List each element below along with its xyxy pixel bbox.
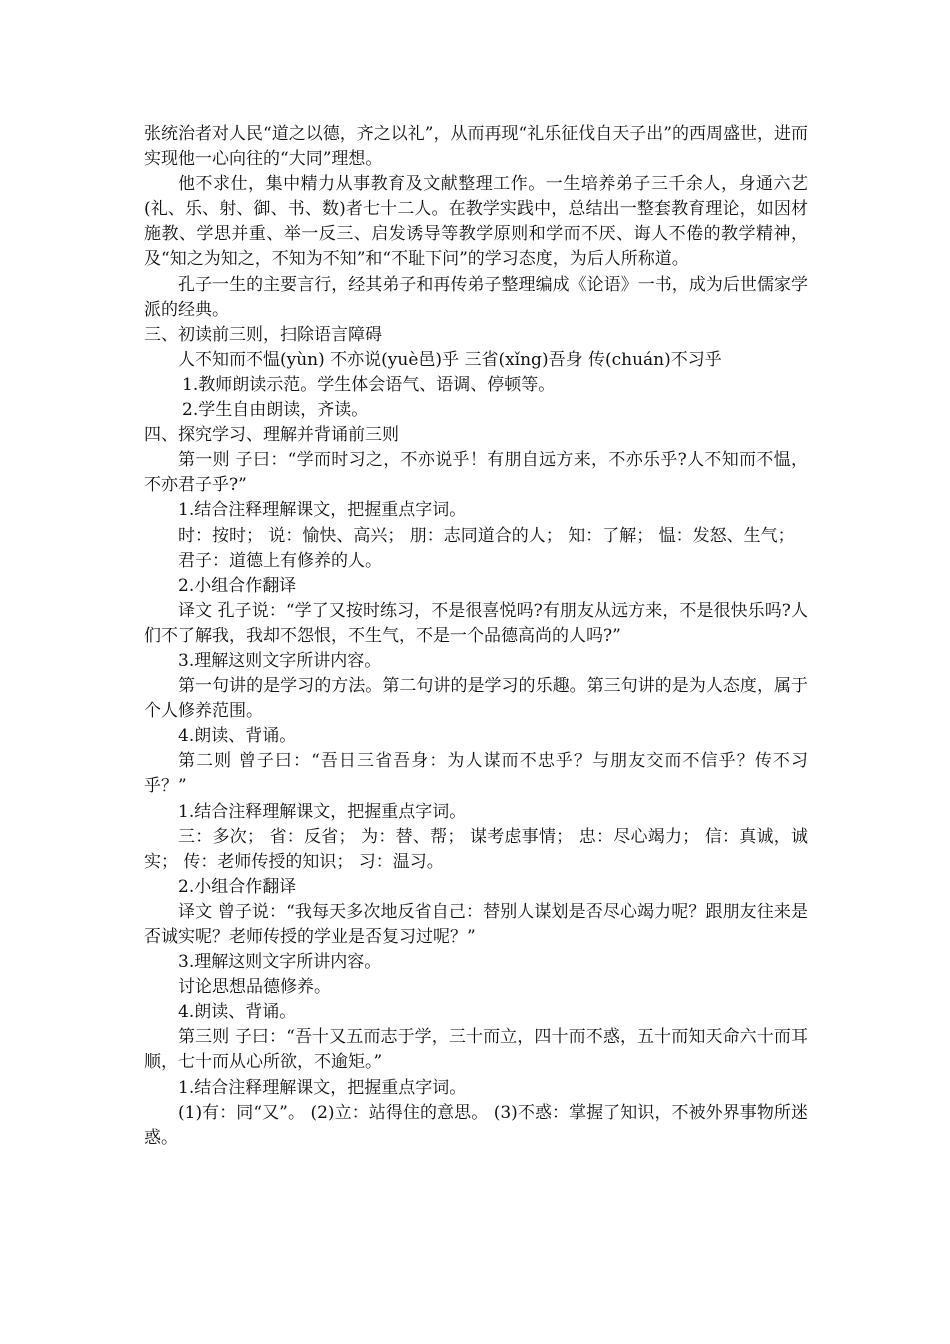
passage-2-translation: 译文 曾子说：“我每天多次地反省自己：替别人谋划是否尽心竭力呢？跟朋友往来是否诚实呢？老师传授的学业是否复习过呢？” bbox=[144, 901, 808, 947]
paragraph-intro-continued: 张统治者对人民“道之以德，齐之以礼”，从而再现“礼乐征伐自天子出”的西周盛世，进而实现他一心向往的“大同”理想。 bbox=[144, 124, 808, 170]
section-heading-3: 三、初读前三则，扫除语言障碍 bbox=[144, 324, 382, 345]
passage-1-analysis: 第一句讲的是学习的方法。第二句讲的是学习的乐趣。第三句讲的是为人态度，属于个人修养范围。 bbox=[144, 676, 808, 722]
passage-3-vocabulary: (1)有：同“又”。 (2)立：站得住的意思。 (3)不惑：掌握了知识，不被外界事物所迷惑。 bbox=[144, 1102, 808, 1148]
passage-2-step-4: 4.朗读、背诵。 bbox=[178, 1002, 297, 1023]
passage-2-text: 第二则 曾子曰：“吾日三省吾身：为人谋而不忠乎？与朋友交而不信乎？传不习乎？” bbox=[144, 751, 808, 797]
section-heading-4: 四、探究学习、理解并背诵前三则 bbox=[144, 425, 399, 446]
step-teacher-reading: 1.教师朗读示范。学生体会语气、语调、停顿等。 bbox=[182, 374, 556, 395]
passage-3-text: 第三则 子曰：“吾十又五而志于学，三十而立，四十而不惑，五十而知天命六十而耳顺，七十而从心所欲，不逾矩。” bbox=[144, 1027, 808, 1073]
passage-1-step-4: 4.朗读、背诵。 bbox=[178, 726, 297, 747]
passage-1-step-2: 2.小组合作翻译 bbox=[178, 575, 297, 596]
passage-2-step-2: 2.小组合作翻译 bbox=[178, 876, 297, 897]
passage-1-step-3: 3.理解这则文字所讲内容。 bbox=[178, 650, 382, 671]
passage-2-step-1: 1.结合注释理解课文，把握重点字词。 bbox=[178, 801, 467, 822]
pronunciation-list: 人不知而不愠(yùn) 不亦说(yuè邑)乎 三省(xǐng)吾身 传(chuán)不习乎 bbox=[178, 349, 722, 370]
passage-2-discussion: 讨论思想品德修养。 bbox=[178, 977, 331, 998]
passage-1-translation: 译文 孔子说：“学了又按时练习，不是很喜悦吗?有朋友从远方来，不是很快乐吗?人们不了解我，我却不怨恨，不生气，不是一个品德高尚的人吗?” bbox=[144, 600, 808, 646]
document-body bbox=[144, 122, 808, 1151]
passage-3-step-1: 1.结合注释理解课文，把握重点字词。 bbox=[178, 1077, 467, 1098]
passage-1-text: 第一则 子曰：“学而时习之，不亦说乎！有朋自远方来，不亦乐乎?人不知而不愠，不亦君子乎?” bbox=[144, 450, 808, 496]
paragraph-lunyu: 孔子一生的主要言行，经其弟子和再传弟子整理编成《论语》一书，成为后世儒家学派的经典。 bbox=[144, 274, 808, 320]
paragraph-education: 他不求仕，集中精力从事教育及文献整理工作。一生培养弟子三千余人，身通六艺(礼、乐、射、御、书、数)者七十二人。在教学实践中，总结出一整套教育理论，如因材施教、学思并重、举一反三、启发诱导等教学原则和学而不厌、诲人不倦的教学精神，及“知之为知之，不知为不知”和“不耻下问”的学习态度，为后人所称道。 bbox=[144, 174, 808, 270]
step-student-reading: 2.学生自由朗读，齐读。 bbox=[182, 400, 369, 421]
passage-1-step-1: 1.结合注释理解课文，把握重点字词。 bbox=[178, 500, 467, 521]
passage-2-step-3: 3.理解这则文字所讲内容。 bbox=[178, 952, 382, 973]
passage-1-vocabulary: 时：按时； 说：愉快、高兴； 朋：志同道合的人； 知：了解； 愠：发怒、生气； bbox=[178, 525, 795, 546]
passage-1-vocabulary-junzi: 君子：道德上有修养的人。 bbox=[178, 550, 382, 571]
passage-2-vocabulary: 三：多次； 省：反省； 为：替、帮； 谋考虑事情； 忠：尽心竭力； 信：真诚，诚实； 传：老师传授的知识； 习：温习。 bbox=[144, 826, 808, 872]
